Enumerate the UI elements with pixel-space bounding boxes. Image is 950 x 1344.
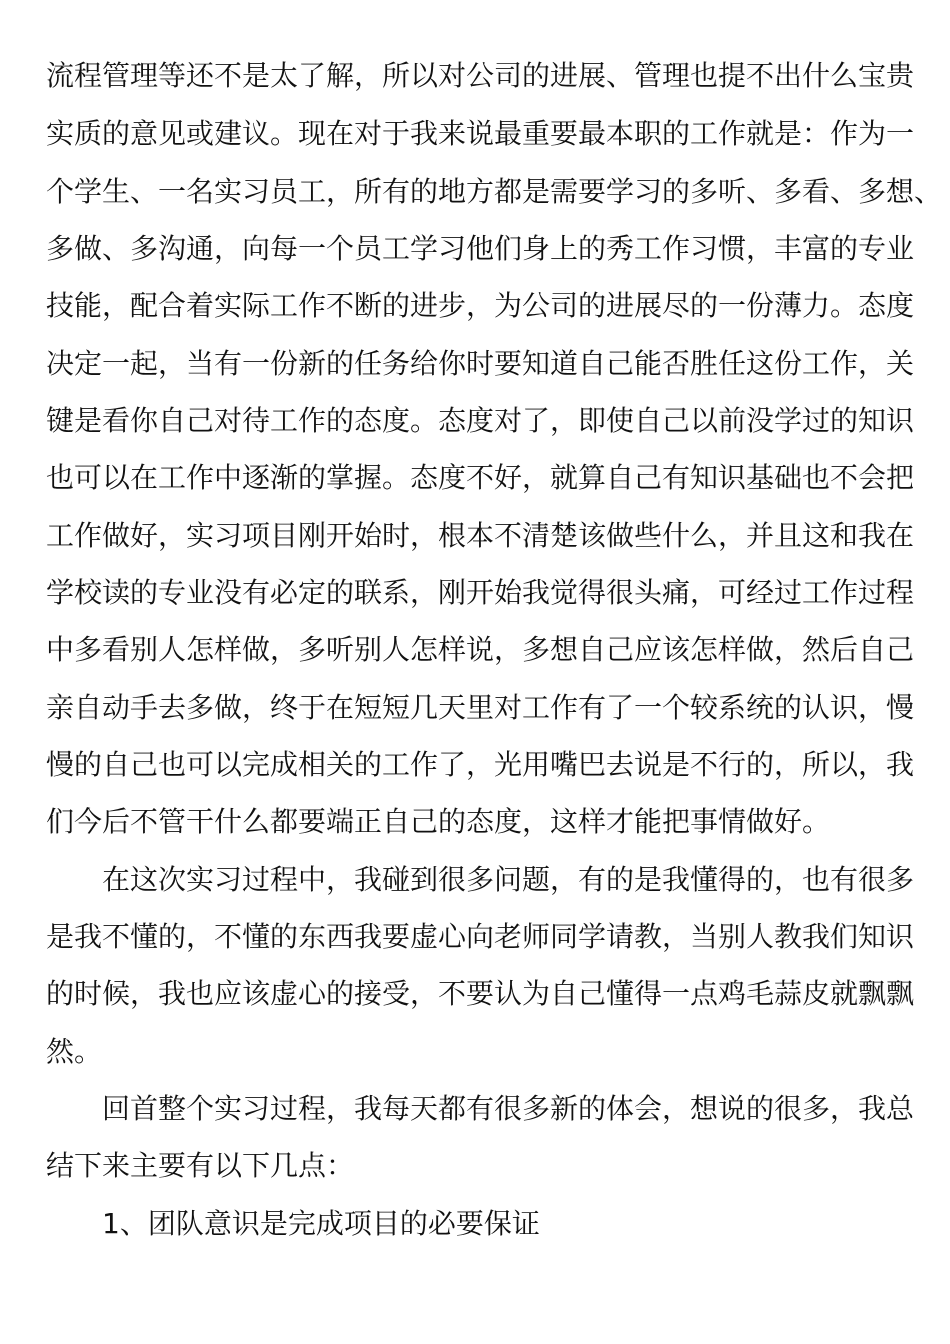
text-line: 多做、多沟通，向每一个员工学习他们身上的秀工作习惯，丰富的专业	[46, 232, 915, 265]
text-line: 实质的意见或建议。现在对于我来说最重要最本职的工作就是：作为一	[46, 117, 915, 150]
text-line: 工作做好，实习项目刚开始时，根本不清楚该做些什么，并且这和我在	[46, 519, 915, 552]
text-line: 亲自动手去多做，终于在短短几天里对工作有了一个较系统的认识，慢	[46, 691, 915, 724]
text-line: 个学生、一名实习员工，所有的地方都是需要学习的多听、多看、多想、	[46, 175, 943, 208]
text-line: 结下来主要有以下几点：	[46, 1149, 355, 1182]
text-line: 决定一起，当有一份新的任务给你时要知道自己能否胜任这份工作，关	[46, 347, 915, 380]
paragraph-start-line: 在这次实习过程中，我碰到很多问题，有的是我懂得的，也有很多	[102, 863, 915, 896]
text-line: 们今后不管干什么都要端正自己的态度，这样才能把事情做好。	[46, 805, 831, 838]
text-line: 技能，配合着实际工作不断的进步，为公司的进展尽的一份薄力。态度	[46, 289, 915, 322]
text-line: 的时候，我也应该虚心的接受，不要认为自己懂得一点鸡毛蒜皮就飘飘	[46, 977, 915, 1010]
numbered-heading: 1、团队意识是完成项目的必要保证	[102, 1207, 540, 1240]
text-line: 然。	[46, 1035, 103, 1068]
text-line: 键是看你自己对待工作的态度。态度对了，即使自己以前没学过的知识	[46, 404, 915, 437]
text-line: 也可以在工作中逐渐的掌握。态度不好，就算自己有知识基础也不会把	[46, 461, 915, 494]
text-line: 流程管理等还不是太了解，所以对公司的进展、管理也提不出什么宝贵	[46, 59, 915, 92]
paragraph-start-line: 回首整个实习过程，我每天都有很多新的体会，想说的很多，我总	[102, 1092, 915, 1125]
text-line: 中多看别人怎样做，多听别人怎样说，多想自己应该怎样做，然后自己	[46, 633, 915, 666]
text-line: 学校读的专业没有必定的联系，刚开始我觉得很头痛，可经过工作过程	[46, 576, 915, 609]
text-line: 是我不懂的，不懂的东西我要虚心向老师同学请教，当别人教我们知识	[46, 920, 915, 953]
text-line: 慢的自己也可以完成相关的工作了，光用嘴巴去说是不行的，所以，我	[46, 748, 915, 781]
